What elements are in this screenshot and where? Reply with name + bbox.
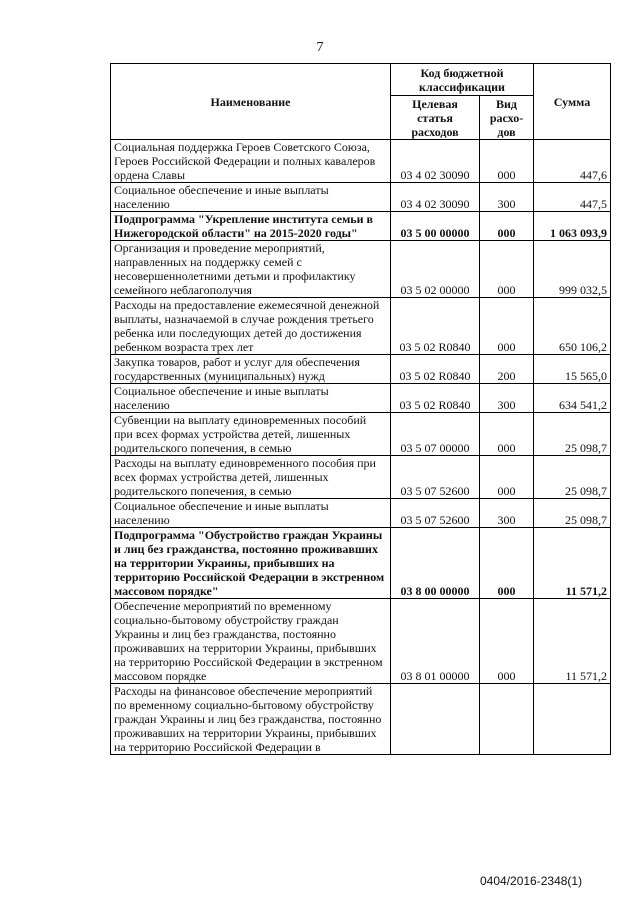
- row-name: Подпрограмма "Укрепление института семьи в Нижегородской области" на 2015-2020 годы": [111, 212, 391, 241]
- header-expense-kind: Вид расхо-дов: [480, 96, 534, 140]
- row-expense-kind: 000: [480, 528, 534, 599]
- row-name: Расходы на финансовое обеспечение мероприятий по временному социально-бытовому обустройству граждан Украины и лиц без гражданства, постоянно проживавших на территории Украины, прибывших на территорию Российской Федерации в: [111, 684, 391, 755]
- row-expense-kind: 000: [480, 212, 534, 241]
- row-amount: 447,6: [534, 140, 611, 183]
- page-number: 7: [316, 40, 324, 55]
- row-amount: 634 541,2: [534, 384, 611, 413]
- row-amount: 25 098,7: [534, 499, 611, 528]
- row-target-article: 03 4 02 30090: [391, 183, 480, 212]
- row-amount: 25 098,7: [534, 456, 611, 499]
- row-target-article: 03 5 02 00000: [391, 241, 480, 298]
- table-row: [111, 384, 611, 413]
- row-expense-kind: 300: [480, 499, 534, 528]
- budget-table: [110, 63, 611, 755]
- row-expense-kind: 000: [480, 456, 534, 499]
- row-name: Расходы на выплату единовременного пособия при всех формах устройства детей, лишенных родительского попечения, в семью: [111, 456, 391, 499]
- row-target-article: 03 5 07 52600: [391, 499, 480, 528]
- row-name: Обеспечение мероприятий по временному социально-бытовому обустройству граждан Украины и лиц без гражданства, постоянно проживавших на территории Украины, прибывших на территорию Российской Федерации в экстренном массовом порядке: [111, 599, 391, 684]
- table-row: [111, 684, 611, 755]
- row-target-article: 03 5 00 00000: [391, 212, 480, 241]
- row-expense-kind: [480, 684, 534, 755]
- row-target-article: 03 5 02 R0840: [391, 298, 480, 355]
- row-amount: 11 571,2: [534, 528, 611, 599]
- row-expense-kind: 000: [480, 599, 534, 684]
- row-name: Расходы на предоставление ежемесячной денежной выплаты, назначаемой в случае рождения третьего ребенка или последующих детей до достижения ребенком возраста трех лет: [111, 298, 391, 355]
- table-row: [111, 298, 611, 355]
- row-expense-kind: 000: [480, 241, 534, 298]
- row-expense-kind: 300: [480, 384, 534, 413]
- table-row: [111, 528, 611, 599]
- row-target-article: [391, 684, 480, 755]
- row-amount: 15 565,0: [534, 355, 611, 384]
- row-name: Социальное обеспечение и иные выплаты населению: [111, 384, 391, 413]
- row-name: Социальная поддержка Героев Советского Союза, Героев Российской Федерации и полных кавалеров ордена Славы: [111, 140, 391, 183]
- row-target-article: 03 4 02 30090: [391, 140, 480, 183]
- row-expense-kind: 000: [480, 298, 534, 355]
- row-expense-kind: 300: [480, 183, 534, 212]
- row-amount: 999 032,5: [534, 241, 611, 298]
- row-amount: 11 571,2: [534, 599, 611, 684]
- row-name: Организация и проведение мероприятий, направленных на поддержку семей с несовершеннолетними детьми и профилактику семейного неблагополучия: [111, 241, 391, 298]
- row-amount: 25 098,7: [534, 413, 611, 456]
- row-expense-kind: 200: [480, 355, 534, 384]
- header-budget-code: Код бюджетной классификации: [391, 64, 534, 96]
- row-amount: 1 063 093,9: [534, 212, 611, 241]
- row-amount: 447,5: [534, 183, 611, 212]
- document-code: 0404/2016-2348(1): [480, 874, 583, 888]
- table-body: [111, 140, 611, 755]
- row-name: Субвенции на выплату единовременных пособий при всех формах устройства детей, лишенных родительского попечения, в семью: [111, 413, 391, 456]
- table-row: [111, 456, 611, 499]
- row-target-article: 03 5 07 52600: [391, 456, 480, 499]
- row-name: Закупка товаров, работ и услуг для обеспечения государственных (муниципальных) нужд: [111, 355, 391, 384]
- table-row: [111, 140, 611, 183]
- header-amount: Сумма: [534, 64, 611, 140]
- row-target-article: 03 5 07 00000: [391, 413, 480, 456]
- header-target-article: Целевая статья расходов: [391, 96, 480, 140]
- row-target-article: 03 5 02 R0840: [391, 355, 480, 384]
- row-name: Подпрограмма "Обустройство граждан Украины и лиц без гражданства, постоянно проживавших на территории Украины, прибывших на территорию Российской Федерации в экстренном массовом порядке": [111, 528, 391, 599]
- row-expense-kind: 000: [480, 413, 534, 456]
- table-row: [111, 413, 611, 456]
- table-row: [111, 599, 611, 684]
- table-header: [111, 64, 611, 140]
- row-expense-kind: 000: [480, 140, 534, 183]
- table-row: [111, 355, 611, 384]
- row-target-article: 03 8 01 00000: [391, 599, 480, 684]
- header-name: Наименование: [111, 64, 391, 140]
- table-row: [111, 212, 611, 241]
- row-name: Социальное обеспечение и иные выплаты населению: [111, 183, 391, 212]
- row-amount: 650 106,2: [534, 298, 611, 355]
- row-target-article: 03 5 02 R0840: [391, 384, 480, 413]
- table-row: [111, 183, 611, 212]
- row-amount: [534, 684, 611, 755]
- row-name: Социальное обеспечение и иные выплаты населению: [111, 499, 391, 528]
- table-row: [111, 241, 611, 298]
- row-target-article: 03 8 00 00000: [391, 528, 480, 599]
- table-row: [111, 499, 611, 528]
